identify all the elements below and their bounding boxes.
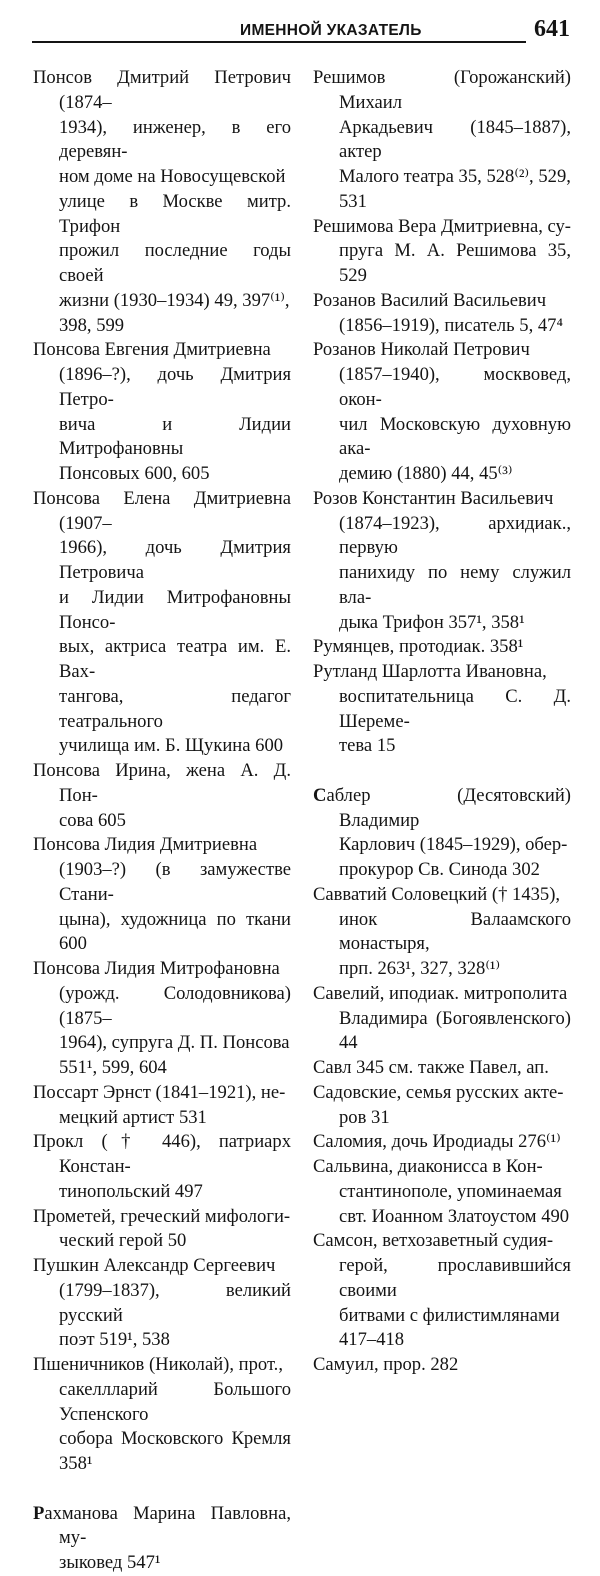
section-initial-letter: Р — [33, 1502, 45, 1524]
index-entry — [313, 982, 571, 1056]
index-entry-text: Самуил, прор. 282 — [313, 1354, 459, 1375]
index-entry-text: Решимов (Горожанский) Михаил Аркадьевич (1845–1887), актер Малого театра 35, 528⁽²⁾, 529, 531 — [313, 67, 571, 212]
index-entry — [313, 660, 571, 759]
index-entry-text: Розанов Василий Васильевич (1856–1919), писатель 5, 47⁴ — [313, 289, 563, 336]
index-entry-text: Розанов Николай Петрович (1857–1940), москвовед, окон- чил Московскую духовную ака- демию (1880) 44, 45⁽³⁾ — [313, 339, 571, 484]
index-entry — [313, 1130, 571, 1155]
index-entry-text: Понсов Дмитрий Петрович (1874– 1934), инженер, в его деревян- ном доме на Новосущевской улице в Москве митр. Трифон прожил последние годы своей жизни (1930–1934) 49, 397⁽¹⁾, 398, 599 — [33, 67, 291, 336]
index-entry — [313, 487, 571, 636]
index-entry — [33, 1502, 291, 1576]
index-entry — [33, 833, 291, 957]
index-entry — [313, 1229, 571, 1353]
index-entry-text: Понсова Елена Дмитриевна (1907– 1966), дочь Дмитрия Петровича и Лидии Митрофановны Понсо- вых, актриса театра им. Е. Вах- тангова, педагог театрального училища им. Б. Щукина 600 — [33, 487, 291, 757]
header-rule — [32, 41, 526, 43]
index-entry — [33, 1130, 291, 1204]
index-entry — [33, 957, 291, 1081]
header-title: ИМЕННОЙ УКАЗАТЕЛЬ — [240, 22, 422, 39]
right-column — [313, 66, 571, 1378]
index-entry — [33, 1205, 291, 1255]
index-entry — [33, 1254, 291, 1353]
index-entry-text: Понсова Лидия Дмитриевна (1903–?) (в замужестве Стани- цына), художница по ткани 600 — [33, 834, 291, 955]
index-entry-text: Савл 345 см. также Павел, ап. — [313, 1057, 549, 1078]
letter-section-gap — [33, 1477, 291, 1502]
index-entry — [313, 635, 571, 660]
index-entry-text: Прометей, греческий мифологи- ческий герой 50 — [33, 1205, 291, 1252]
index-entry-text: Понсова Ирина, жена А. Д. Пон- сова 605 — [33, 760, 291, 831]
running-header — [30, 16, 570, 46]
index-entry — [313, 784, 571, 883]
index-entry-text: Понсова Евгения Дмитриевна (1896–?), дочь Дмитрия Петро- вича и Лидии Митрофановны Понсовых 600, 605 — [33, 339, 291, 484]
index-entry-text: ахманова Марина Павловна, му- зыковед 547¹ — [44, 1502, 291, 1573]
index-entry-text: Пшеничников (Николай), прот., сакеллларий Большого Успенского собора Московского Кремля 358¹ — [33, 1354, 291, 1474]
index-entry — [313, 1081, 571, 1131]
index-entry-text: Румянцев, протодиак. 358¹ — [313, 636, 524, 658]
left-column — [33, 66, 291, 1576]
index-entry-text: Садовские, семья русских акте- ров 31 — [313, 1081, 564, 1128]
index-entry — [33, 338, 291, 487]
index-entry-text: Савелий, иподиак. митрополита Владимира (Богоявленского) 44 — [313, 982, 571, 1054]
index-entry — [33, 759, 291, 833]
index-entry — [313, 338, 571, 487]
index-entry — [33, 66, 291, 338]
index-entry — [33, 1353, 291, 1477]
index-entry-text: Сальвина, диаконисса в Кон- стантинополе, упоминаемая свт. Иоанном Златоустом 490 — [313, 1156, 570, 1227]
index-entry — [313, 289, 571, 339]
index-entry-text: аблер (Десятовский) Владимир Карлович (1845–1929), обер- прокурор Св. Синода 302 — [326, 784, 571, 880]
page-number: 641 — [534, 16, 570, 42]
index-entry — [33, 1081, 291, 1131]
index-entry — [313, 66, 571, 215]
index-entry — [313, 215, 571, 289]
index-entry-text: Понсова Лидия Митрофановна (урожд. Солодовникова) (1875– 1964), супруга Д. П. Понсова 551¹, 599, 604 — [33, 958, 291, 1078]
index-entry-text: Поссарт Эрнст (1841–1921), не- мецкий артист 531 — [33, 1081, 286, 1128]
index-entry-text: Розов Константин Васильевич (1874–1923), архидиак., первую панихиду по нему служил вла- дыка Трифон 357¹, 358¹ — [313, 487, 571, 633]
letter-section-gap — [313, 759, 571, 784]
index-entry — [313, 1155, 571, 1229]
index-entry-text: Савватий Соловецкий († 1435), инок Валаамского монастыря, прп. 263¹, 327, 328⁽¹⁾ — [313, 883, 571, 979]
index-entry — [313, 1353, 571, 1378]
index-entry-text: Решимова Вера Дмитриевна, су- пруга М. А. Решимова 35, 529 — [313, 215, 571, 286]
index-entry — [33, 487, 291, 759]
index-entry-text: Саломия, дочь Иродиады 276⁽¹⁾ — [313, 1131, 561, 1153]
index-entry-text: Прокл († 446), патриарх Констан- тинопольский 497 — [33, 1131, 291, 1202]
index-entry-text: Рутланд Шарлотта Ивановна, воспитательница С. Д. Шереме- тева 15 — [313, 661, 571, 757]
index-entry — [313, 1056, 571, 1081]
index-entry-text: Пушкин Александр Сергеевич (1799–1837), великий русский поэт 519¹, 538 — [33, 1255, 291, 1351]
index-entry-text: Самсон, ветхозаветный судия- герой, прославившийся своими битвами с филистимлянами 417–418 — [313, 1230, 571, 1351]
section-initial-letter: С — [313, 784, 327, 806]
index-entry — [313, 883, 571, 982]
